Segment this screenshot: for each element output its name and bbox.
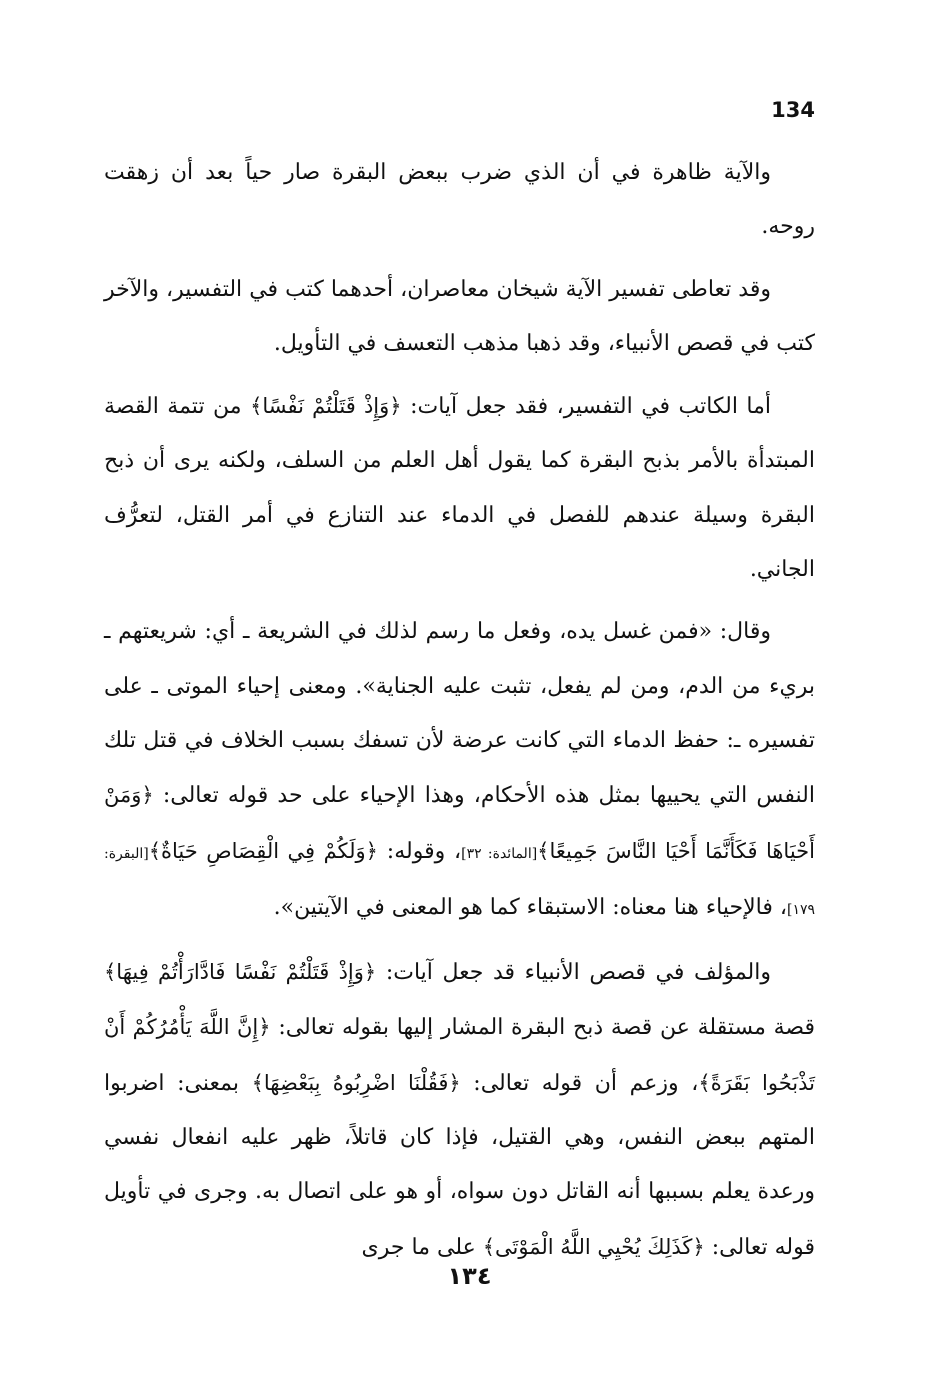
body-text bbox=[104, 146, 815, 1275]
quran-verse: ﴿وَلَكُمْ فِي الْقِصَاصِ حَيَاةٌ﴾ bbox=[148, 838, 378, 863]
text-run: ، وزعم أن قوله تعالى: bbox=[460, 1070, 699, 1096]
quran-verse: ﴿كَذَلِكَ يُحْيِي اللَّهُ الْمَوْتَى﴾ bbox=[482, 1234, 705, 1259]
quran-verse: ﴿فَقُلْنَا اضْرِبُوهُ بِبَعْضِهَا﴾ bbox=[251, 1070, 461, 1095]
text-run: والمؤلف في قصص الأنبياء قد جعل آيات: bbox=[376, 960, 771, 986]
paragraph bbox=[104, 379, 815, 597]
text-run: ، وقوله: bbox=[378, 838, 462, 864]
text-run: وقد تعاطى تفسير الآية شيخان معاصران، أحدهما كتب في التفسير، والآخر كتب في قصص الأنبياء، وقد ذهبا مذهب التعسف في التأويل. bbox=[104, 276, 815, 356]
paragraph bbox=[104, 263, 815, 372]
quran-verse: ﴿وَمَنْ أَحْيَاهَا فَكَأَنَّمَا أَحْيَا النَّاسَ جَمِيعًا﴾ bbox=[104, 783, 815, 863]
text-run: وقال: «فمن غسل يده، وفعل ما رسم لذلك في الشريعة ـ أي: شريعتهم ـ بريء من الدم، ومن لم يفعل، تثبت عليه الجناية». ومعنى إحياء الموتى ـ على تفسيره ـ: حفظ الدماء التي كانت عرضة لأن تسفك بسبب الخلاف في قتل تلك النفس التي يحييها بمثل هذه الأحكام، وهذا الإحياء على حد قوله تعالى: bbox=[104, 619, 815, 809]
text-run: على ما جرى bbox=[361, 1234, 483, 1260]
text-run: ، فالإحياء هنا معناه: الاستبقاء كما هو المعنى في الآيتين». bbox=[273, 894, 787, 920]
text-run: بمعنى: اضربوا المتهم ببعض النفس، وهي القتيل، فإذا كان قاتلاً، ظهر عليه انفعال نفسي ورعدة يعلم بسببها أنه القاتل دون سواه، أو هو على اتصال به. وجرى في تأويل قوله تعالى: bbox=[104, 1070, 815, 1260]
page-number-top: 134 bbox=[771, 98, 815, 122]
paragraph bbox=[104, 945, 815, 1275]
text-run: والآية ظاهرة في أن الذي ضرب ببعض البقرة صار حياً بعد أن زهقت روحه. bbox=[104, 160, 815, 240]
verse-reference: [المائدة: ٣٢] bbox=[461, 845, 538, 862]
page-number-bottom: ١٣٤ bbox=[447, 1262, 492, 1290]
quran-verse: ﴿إِنَّ اللَّهَ يَأْمُرُكُمْ أَنْ تَذْبَحُوا بَقَرَةً﴾ bbox=[104, 1015, 815, 1095]
quran-verse: ﴿وَإِذْ قَتَلْتُمْ نَفْسًا فَادَّارَأْتُمْ فِيهَا﴾ bbox=[104, 960, 377, 985]
text-run: من تتمة القصة المبتدأة بالأمر بذبح البقرة كما يقول أهل العلم من السلف، ولكنه يرى أن ذبح البقرة وسيلة عندهم للفصل في الدماء عند التنازع في أمر القتل، لتعرُّف الجاني. bbox=[104, 394, 815, 583]
text-run: قصة مستقلة عن قصة ذبح البقرة المشار إليها بقوله تعالى: bbox=[270, 1015, 815, 1041]
verse-reference: [البقرة: ١٧٩] bbox=[104, 845, 815, 918]
quran-verse: ﴿وَإِذْ قَتَلْتُمْ نَفْسًا﴾ bbox=[250, 394, 402, 419]
text-run: أما الكاتب في التفسير، فقد جعل آيات: bbox=[401, 394, 772, 420]
paragraph bbox=[104, 146, 815, 255]
paragraph bbox=[104, 605, 815, 937]
